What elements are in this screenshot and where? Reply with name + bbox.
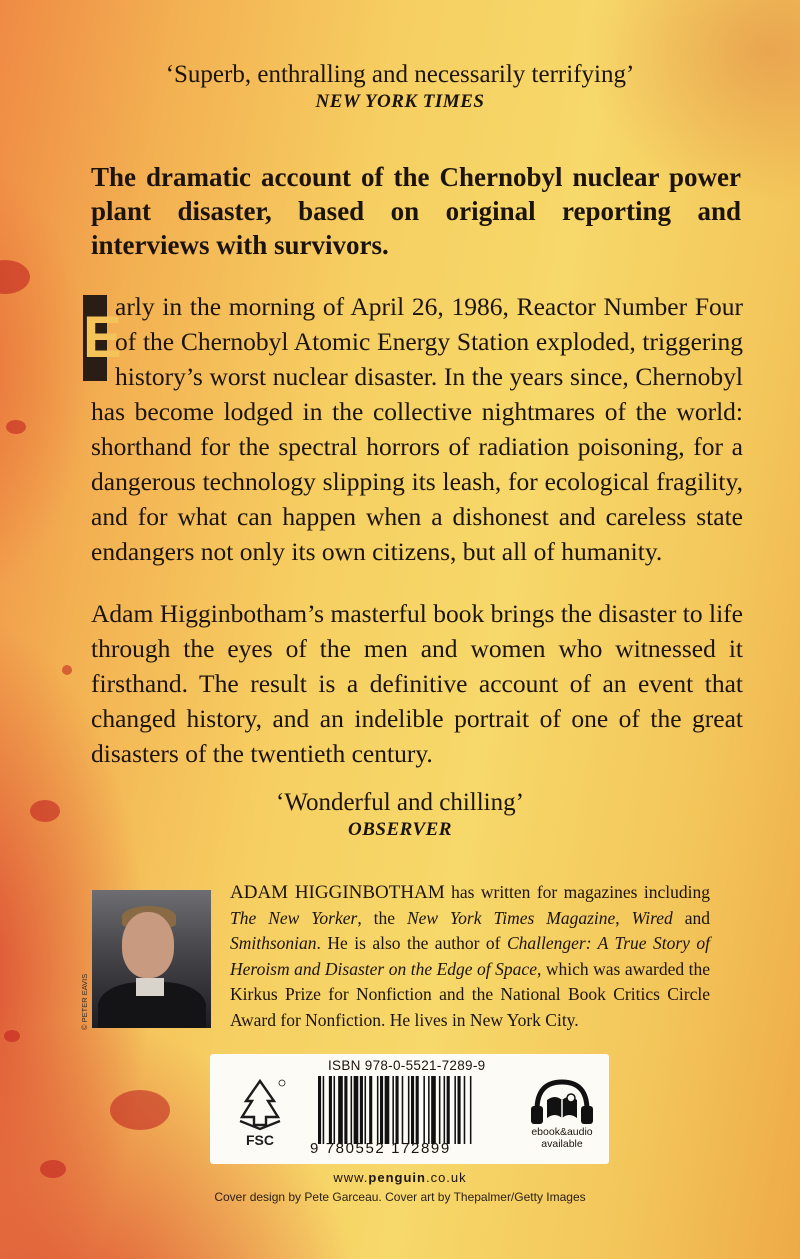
quote-text: ‘Superb, enthralling and necessarily terrifying’ xyxy=(165,61,635,88)
publication: Wired xyxy=(631,907,673,928)
barcode xyxy=(318,1076,506,1144)
barcode-digits: 9 780552 172899 xyxy=(310,1140,451,1157)
review-quote-middle xyxy=(0,788,800,842)
lead-summary: The dramatic account of the Chernobyl nuclear power plant disaster, based on original reporting and interviews with survivors. xyxy=(91,162,741,260)
blood-splatter xyxy=(0,260,30,294)
blood-splatter xyxy=(4,1030,20,1042)
publication: Smithsonian xyxy=(230,933,317,953)
fsc-tree-icon xyxy=(232,1075,288,1147)
publication: New York Times Magazine xyxy=(406,907,616,928)
photo-credit: © PETER EAVIS xyxy=(80,973,89,1030)
quote-source: OBSERVER xyxy=(348,819,452,840)
ebook-audio-icon xyxy=(527,1078,597,1126)
intro-text: arly in the morning of April 26, 1986, Reactor Number Four of the Chernobyl Atomic Energy Station exploded, triggering history’s worst nuclear disaster. In the years since, Chernobyl has become lodged in the collective nightmares of the world: shorthand for the spectral horrors of radiation poisoning, for a dangerous technology slipping its leash, for ecological fragility, and for what can happen when a dishonest and careless state endangers not only its own citizens, but all of humanity. xyxy=(91,292,743,566)
headphones-book-icon xyxy=(527,1078,597,1126)
quote-text: ‘Wonderful and chilling’ xyxy=(276,789,524,816)
body-paragraph: Adam Higginbotham’s masterful book brings the disaster to life through the eyes of the men and women who witnessed it firsthand. The result is a definitive account of an event that changed history, and an indelible portrait of one of the great disasters of the twentieth century. xyxy=(91,599,743,768)
ebook-audio-label: ebook&audio available xyxy=(531,1126,593,1150)
intro-paragraph xyxy=(83,289,743,569)
author-name: ADAM HIGGINBOTHAM xyxy=(230,882,445,903)
fsc-label: FSC xyxy=(246,1132,274,1147)
blood-splatter xyxy=(62,665,72,675)
cover-credits: Cover design by Pete Garceau. Cover art by Thepalmer/Getty Images xyxy=(214,1190,586,1204)
drop-cap: E xyxy=(83,295,107,381)
quote-source: NEW YORK TIMES xyxy=(315,91,485,112)
review-quote-top xyxy=(0,60,800,114)
author-bio: ADAM HIGGINBOTHAM has written for magazines including The New Yorker, the New York Times Magazine, Wired and Smithsonian. He is also the author of Challenger: A True Story of Heroism and Disaster on the Edge of Space, which was awarded the Kirkus Prize for Nonfiction and the National Book Critics Circle Award for Nonfiction. He lives in New York City. xyxy=(230,882,710,1030)
publisher-url: www.penguin.co.uk xyxy=(333,1170,467,1185)
blood-splatter xyxy=(6,420,26,434)
book-title: Challenger: A True Story of Heroism and Disaster on the Edge of Space xyxy=(230,933,710,979)
publication: The New Yorker xyxy=(230,907,358,928)
isbn: ISBN 978-0-5521-7289-9 xyxy=(328,1058,486,1073)
fsc-logo xyxy=(232,1075,288,1147)
blood-splatter xyxy=(110,1090,170,1130)
author-photo xyxy=(92,890,211,1028)
